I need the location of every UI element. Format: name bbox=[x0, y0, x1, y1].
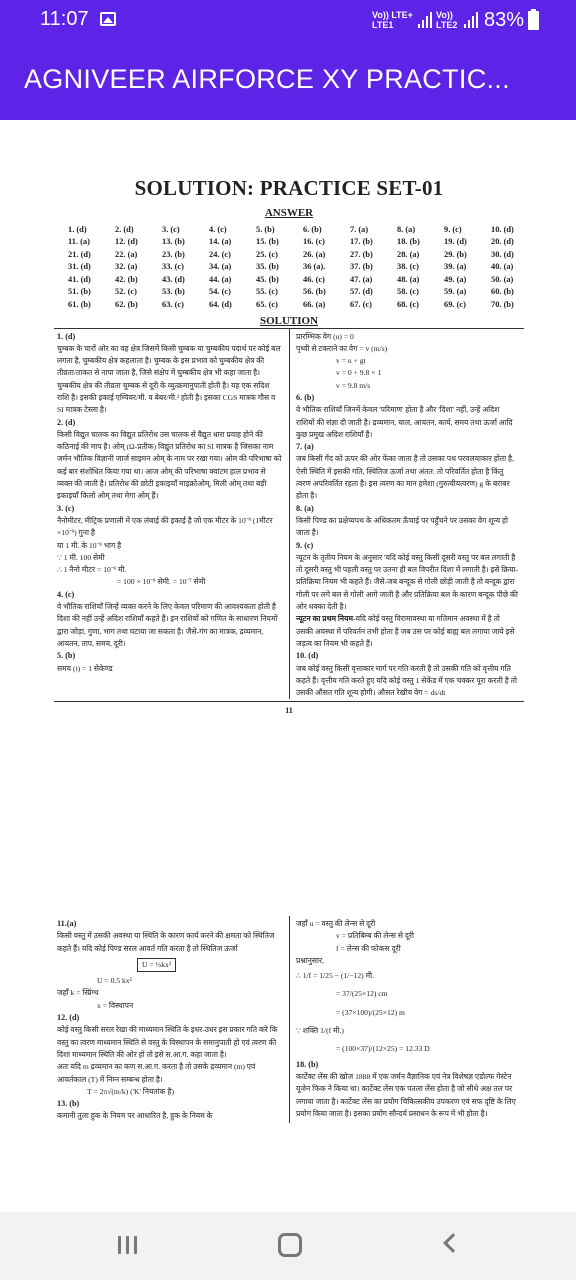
answer-cell: 43. (d) bbox=[162, 274, 185, 284]
formula-line: जहाँ u = वस्तु की लेन्स से दूरी bbox=[296, 919, 376, 928]
answer-text: किसी वस्तु में उसकी अवस्था या स्थिति के कारण कार्य करने की क्षमता को स्थितिज कहते हैं। यदि कोई पिण्ड सरल आवर्त गति करता है तो स्थितिज ऊर्जा bbox=[57, 931, 275, 953]
answer-cell: 31. (d) bbox=[68, 262, 91, 272]
battery-icon bbox=[528, 11, 539, 30]
answer-cell: 24. (c) bbox=[209, 249, 231, 259]
answer-cell: 69. (c) bbox=[444, 299, 466, 309]
question-label: 10. (d) bbox=[296, 651, 319, 661]
answer-cell: 22. (a) bbox=[115, 249, 138, 259]
formula-line: ∵ शक्ति 1/(f मी.) bbox=[296, 1026, 344, 1036]
answer-text: न्यूटन के तृतीय नियम के अनुसार 'यदि कोई वस्तु किसी दूसरी वस्तु पर बल लगाती है तो दूसरी वस्तु भी पहली वस्तु पर उतना ही बल विपरीत दिशा में लगाती है। इसे क्रिया- प्रतिक्रिया नियम भी कहते हैं। जैसे-जब बन्दूक से गोली छोड़ी जाती है तो बन्दूक द्वारा गोली पर लगे बल से गोली आगे जाती है और प्रतिक्रिया बल के कारण बन्दूक पीछे की ओर धक्का देती है। bbox=[296, 552, 518, 612]
bold-term: न्यूटन का प्रथम नियम- bbox=[296, 614, 356, 624]
answer-cell: 42. (b) bbox=[115, 274, 138, 284]
answer-cell: 52. (c) bbox=[115, 287, 137, 297]
answer-text: कार्टेक्ट लेंस की खोज 1888 में एक जर्मन वैज्ञानिक एवं नेत्र विशेषज्ञ एडोल्फ गेस्टेन यूजेन फिक ने किया था। कार्टेक्ट लेंस एक पतला लेंस होता है जो सीधे अक्ष तल पर लगाया जाता है। कार्टेक्ट लेंस का प्रयोग चिकित्सकीय उपकरण एवं सफ दृष्टि के लिए प्रयोग किया जाता है। इसका प्रयोग सौन्दर्य प्रसाधन के रूप में भी होता है। bbox=[296, 1071, 516, 1118]
answer-text: कोई वस्तु किसी सरल रेखा की माध्यमान स्थिति के इधर-उधर इस प्रकार गति करे कि वस्तु का त्वरण माध्यमान स्थिति से वस्तु के विस्थापन के समानुपाती हो एवं त्वरण की दिशा माध्यमान स्थिति की ओर हो तो इसे स.आ.ग. कहा जाता है। bbox=[57, 1025, 278, 1059]
system-nav-bar bbox=[0, 1212, 576, 1280]
answer-heading: ANSWER bbox=[264, 207, 314, 219]
answer-cell: 1. (d) bbox=[68, 224, 87, 234]
answer-cell: 12. (d) bbox=[115, 237, 138, 247]
answer-cell: 40. (a) bbox=[491, 262, 514, 272]
answer-cell: 17. (b) bbox=[350, 237, 373, 247]
answer-cell: 16. (c) bbox=[303, 237, 325, 247]
app-bar bbox=[0, 42, 576, 120]
answer-cell: 51. (b) bbox=[68, 287, 91, 297]
question-label: 1. (d) bbox=[57, 331, 76, 341]
answer-cell: 26. (a) bbox=[303, 249, 326, 259]
answer-cell: 36 (a). bbox=[303, 262, 326, 272]
formula-line: प्रश्नानुसार, bbox=[296, 955, 324, 965]
boxed-formula-wrap bbox=[57, 955, 283, 975]
formula-line: पृथ्वी से टकराने का वेग = v (m/s) bbox=[296, 343, 388, 353]
network-lte2-label bbox=[436, 10, 457, 30]
answer-row bbox=[54, 248, 524, 261]
answer-cell: 54. (c) bbox=[209, 287, 231, 297]
solution-left-column bbox=[54, 916, 289, 1123]
boxed-formula: U = ½kx² bbox=[137, 958, 176, 972]
network-lte1-label bbox=[372, 10, 413, 30]
answer-cell: 18. (b) bbox=[397, 237, 420, 247]
question-label: 8. (a) bbox=[296, 503, 314, 513]
formula-line: x = विस्थापन bbox=[97, 1000, 134, 1010]
network-lte1-bottom: LTE1 bbox=[372, 20, 394, 30]
page-number: 11 bbox=[285, 706, 293, 716]
answer-cell: 63. (c) bbox=[162, 299, 184, 309]
question-label: 2. (d) bbox=[57, 417, 76, 427]
answer-text: किसी विद्युत चालक का विद्युत प्रतिरोध उस चालक से वैद्युत धारा प्रवाह होने की कठिनाई की माप है। ओम् (Ω-प्रतीक) विद्युत प्रतिरोध का SI मात्रक है जिसका नाम जर्मन भौतिक विज्ञानी जार्ज साइमन ओम् के नाम पर रखा गया। ओम की परिभाषा को कई बार संशोधित किया गया था। आज ओम् की परिभाषा क्वांटम हाल प्रभाव से व्यक्त की जाती है। प्रतिरोध की छोटी इकाइयाँ माइक्रोओम्, मिली ओम् तथा बड़ी इकाइयाँ किलो ओम् तथा मेगा ओम् हैं। bbox=[57, 429, 282, 501]
answer-cell: 41. (d) bbox=[68, 274, 91, 284]
formula-line: v = 9.8 m/s bbox=[336, 380, 371, 390]
answer-cell: 11. (a) bbox=[68, 237, 90, 247]
answer-cell: 6. (b) bbox=[303, 224, 322, 234]
solution-heading: SOLUTION bbox=[54, 315, 524, 329]
answer-cell: 67. (c) bbox=[350, 299, 372, 309]
answer-cell: 7. (a) bbox=[350, 224, 369, 234]
answer-cell: 14. (a) bbox=[209, 237, 232, 247]
answer-row bbox=[54, 273, 524, 286]
formula-line: = (100×37)/(12×25) = 12.33 D bbox=[336, 1044, 430, 1054]
formula-line: ∴ 1/f = 1/25 − (1/−12) मी. bbox=[296, 971, 374, 981]
answer-cell: 29. (b) bbox=[444, 249, 467, 259]
answer-cell: 28. (a) bbox=[397, 249, 420, 259]
formula-line: v = प्रतिबिम्ब की लेन्स से दूरी bbox=[336, 931, 414, 941]
document-page-2 bbox=[54, 916, 524, 1123]
answer-cell: 39. (a) bbox=[444, 262, 467, 272]
answer-cell: 34. (a) bbox=[209, 262, 232, 272]
answer-text: वे भौतिक राशियाँ जिनमें केवल 'परिमाण' होता है और 'दिशा' नहीं, उन्हें अदिश राशियों की संज्ञा दी जाती है। द्रव्यमान, चाल, आयतन, कार्य, समय तथा ऊर्जा आदि कुछ प्रमुख अदिश राशियाँ हैं। bbox=[296, 405, 513, 439]
answer-cell: 45. (b) bbox=[256, 274, 279, 284]
battery-percentage: 83% bbox=[484, 9, 525, 31]
document-page-1 bbox=[54, 176, 524, 715]
answer-row bbox=[54, 298, 524, 311]
answer-cell: 9. (c) bbox=[444, 224, 462, 234]
answer-cell: 49. (a) bbox=[444, 274, 467, 284]
answer-cell: 55. (c) bbox=[256, 287, 278, 297]
answer-text: अतः यदि m द्रव्यमान का कण स.आ.ग. करता है तो उसके द्रव्यमान (m) एवं आवर्तकाल (T) में निम्न सम्बन्ध होता है। bbox=[57, 1062, 256, 1084]
solution-columns bbox=[54, 329, 524, 700]
answer-cell: 50. (a) bbox=[491, 274, 514, 284]
formula-line: प्रारम्भिक वेग (u) = 0 bbox=[296, 331, 354, 341]
answer-cell: 57. (d) bbox=[350, 287, 373, 297]
question-label: 5. (b) bbox=[57, 651, 76, 661]
formula-line: ∴ 1 नैनो मीटर = 10⁻⁹ मी. bbox=[57, 565, 127, 575]
answer-text: वे भौतिक राशियाँ जिन्हें व्यक्त करने के लिए केवल परिमाण की आवश्यकता होती है दिशा की नहीं उन्हें अदिश राशियाँ कहते हैं। इन राशियों को गणित के साधारण नियमों द्वारा जोड़ा, गुणा, भाग तथा घटाया जा सकता है। जैसे-गंग का मात्रक, द्रव्यमान, आयतन, ताप, समय, दूरी। bbox=[57, 602, 278, 648]
answer-cell: 8. (a) bbox=[397, 224, 416, 234]
answer-cell: 61. (b) bbox=[68, 299, 91, 309]
solution-right-column bbox=[289, 329, 524, 700]
question-label: 18. (b) bbox=[296, 1059, 319, 1069]
home-icon[interactable] bbox=[278, 1233, 302, 1257]
question-label: 6. (b) bbox=[296, 392, 315, 402]
answer-text: जब कोई वस्तु किसी वृत्ताकार मार्ग पर गति करती है तो उसकी गति को वृत्तीय गति कहते हैं। वृत्तीय गति करते हुए यदि कोई वस्तु 1 सेकेंड में एक चक्कर पूरा करती है तो उसकी औसत गति शून्य होगी। औसत रेखीय वेग = ds/dt bbox=[296, 663, 517, 698]
answer-cell: 20. (d) bbox=[491, 237, 514, 247]
answer-cell: 10. (d) bbox=[491, 224, 514, 234]
network-lte2-top: Vo)) bbox=[436, 10, 453, 20]
answer-text: जब किसी गेंद को ऊपर की ओर फेंका जाता है तो उसका पथ परवलयाकार होता है, ऐसी स्थिति में इसकी गति, स्थितिज ऊर्जा तथा अंतत: तो परिवर्तित होता है किंतु त्वरण अपरिवर्तित रहता है। इस त्वरण का मान हमेशा (गुरुत्वीयत्वरण) g के बराबर होता है। bbox=[296, 454, 514, 501]
network-lte1-top: Vo)) LTE+ bbox=[372, 10, 413, 20]
solution-left-column bbox=[54, 329, 289, 700]
status-time: 11:07 bbox=[40, 8, 89, 30]
answer-row bbox=[54, 236, 524, 249]
solution-columns bbox=[54, 916, 524, 1123]
app-title: AGNIVEER AIRFORCE XY PRACTIC... bbox=[24, 64, 510, 94]
answer-key-table bbox=[54, 223, 524, 311]
answer-cell: 4. (c) bbox=[209, 224, 227, 234]
signal-strength-icon bbox=[418, 12, 432, 28]
answer-cell: 15. (b) bbox=[256, 237, 279, 247]
formula-line: T = 2π√(m/k) ('K' नियतांक है) bbox=[87, 1086, 174, 1096]
formula-line: U = 0.5 kx² bbox=[97, 976, 132, 986]
answer-cell: 62. (b) bbox=[115, 299, 138, 309]
answer-text: या 1 मी. के 10⁻⁹ भाग है bbox=[57, 540, 122, 550]
answer-cell: 30. (d) bbox=[491, 249, 514, 259]
answer-text: नैनोमीटर, मीट्रिक प्रणाली में एक लंबाई की इकाई है जो एक मीटर के 10⁻⁹ (1मीटर ×10⁻⁹) गुना है bbox=[57, 515, 273, 538]
answer-cell: 53. (b) bbox=[162, 287, 185, 297]
answer-cell: 64. (d) bbox=[209, 299, 232, 309]
question-label: 4. (c) bbox=[57, 589, 75, 599]
answer-cell: 56. (b) bbox=[303, 287, 326, 297]
question-label: 3. (c) bbox=[57, 503, 75, 513]
image-notification-icon bbox=[100, 12, 116, 26]
question-label: 13. (b) bbox=[57, 1099, 80, 1109]
network-lte2-bottom: LTE2 bbox=[436, 20, 458, 30]
answer-cell: 21. (d) bbox=[68, 249, 91, 259]
pdf-viewer[interactable] bbox=[0, 120, 576, 1212]
answer-text: समय (t) = 1 सेकेण्ड bbox=[57, 663, 113, 673]
answer-cell: 5. (b) bbox=[256, 224, 275, 234]
answer-cell: 35. (b) bbox=[256, 262, 279, 272]
answer-cell: 59. (a) bbox=[444, 287, 467, 297]
answer-text: कमानी तुला हुक के नियम पर आधारित है, हुक के नियम के bbox=[57, 1111, 213, 1121]
answer-cell: 32. (a) bbox=[115, 262, 138, 272]
answer-cell: 44. (a) bbox=[209, 274, 232, 284]
formula-line: = 37/(25×12) cm bbox=[336, 989, 388, 999]
formula-line: ∵ 1 मी. 100 सेमी bbox=[57, 552, 105, 562]
answer-cell: 27. (b) bbox=[350, 249, 373, 259]
answer-cell: 38. (c) bbox=[397, 262, 419, 272]
question-label: 11.(a) bbox=[57, 919, 77, 928]
answer-cell: 65. (c) bbox=[256, 299, 278, 309]
answer-cell: 19. (d) bbox=[444, 237, 467, 247]
formula-line: = (37×100)/(25×12) m bbox=[336, 1007, 405, 1017]
status-bar bbox=[0, 0, 576, 42]
answer-text: चुम्बक के चारों ओर का वह क्षेत्र जिसमें किसी चुम्बक या चुम्बकीय पदार्थ पर कोई बल लगता है, चुम्बकीय क्षेत्र कहलाता है। चुम्बक के इस प्रभाव को चुम्बकीय क्षेत्र की तीव्रता/ताकत से नापा जाता है, जिसे संक्षेप में चुम्बकीय क्षेत्र भी कहा जाता है। चुम्बकीय क्षेत्र की तीव्रता चुम्बक से दूरी के व्युत्क्रमानुपाती होती है। यह एक सदिश राशि है। इसकी इकाई एम्पियर/मी. व बेबर/मी.² होती है। इसका CGS मात्रक गौस व SI मात्रक टेस्ला है। bbox=[57, 343, 281, 415]
formula-line: जहाँ k = स्प्रिंग्थ bbox=[57, 988, 99, 998]
recents-icon[interactable] bbox=[118, 1236, 138, 1254]
back-icon[interactable] bbox=[443, 1233, 463, 1253]
signal-strength-2-icon bbox=[464, 12, 478, 28]
answer-cell: 70. (b) bbox=[491, 299, 514, 309]
answer-text bbox=[296, 613, 518, 650]
formula-line: = 100 × 10⁻⁹ सेमी. = 10⁻⁷ सेमी bbox=[117, 577, 206, 587]
answer-cell: 48. (a) bbox=[397, 274, 420, 284]
answer-cell: 58. (c) bbox=[397, 287, 419, 297]
formula-line: v = 0 + 9.8 × 1 bbox=[336, 368, 382, 378]
page-bottom-rule bbox=[54, 701, 524, 702]
answer-text-cont: यदि कोई वस्तु विरामावस्था या गतिमान अवस्था में है तो उसकी अवस्था में परिवर्तन तभी होता है जब उस पर कोई बाह्य बल लगाया जाये इसे जड़त्व का नियम भी कहते हैं। bbox=[296, 614, 515, 648]
question-label: 12. (d) bbox=[57, 1013, 80, 1023]
answer-cell: 60. (b) bbox=[491, 287, 514, 297]
solution-title: SOLUTION: PRACTICE SET-01 bbox=[134, 176, 444, 200]
formula-line: f = लेन्स की फोकस दूरी bbox=[336, 943, 401, 953]
answer-row bbox=[54, 261, 524, 274]
question-label: 7. (a) bbox=[296, 442, 314, 452]
answer-cell: 3. (c) bbox=[162, 224, 180, 234]
answer-cell: 66. (a) bbox=[303, 299, 326, 309]
answer-text: किसी पिण्ड का प्रक्षेप्यपथ के अधिकतम ऊँचाई पर पहुँचने पर उसका वेग शून्य हो जाता है। bbox=[296, 515, 509, 538]
answer-cell: 68. (c) bbox=[397, 299, 419, 309]
formula-line: v = u + gt bbox=[336, 356, 366, 366]
answer-cell: 46. (c) bbox=[303, 274, 325, 284]
answer-cell: 25. (c) bbox=[256, 249, 278, 259]
answer-row bbox=[54, 286, 524, 299]
answer-cell: 2. (d) bbox=[115, 224, 134, 234]
answer-cell: 33. (c) bbox=[162, 262, 184, 272]
answer-cell: 23. (b) bbox=[162, 249, 185, 259]
question-label: 9. (c) bbox=[296, 540, 314, 550]
answer-row bbox=[54, 223, 524, 236]
answer-cell: 37. (b) bbox=[350, 262, 373, 272]
answer-cell: 13. (b) bbox=[162, 237, 185, 247]
solution-right-column bbox=[289, 916, 524, 1123]
answer-cell: 47. (a) bbox=[350, 274, 373, 284]
